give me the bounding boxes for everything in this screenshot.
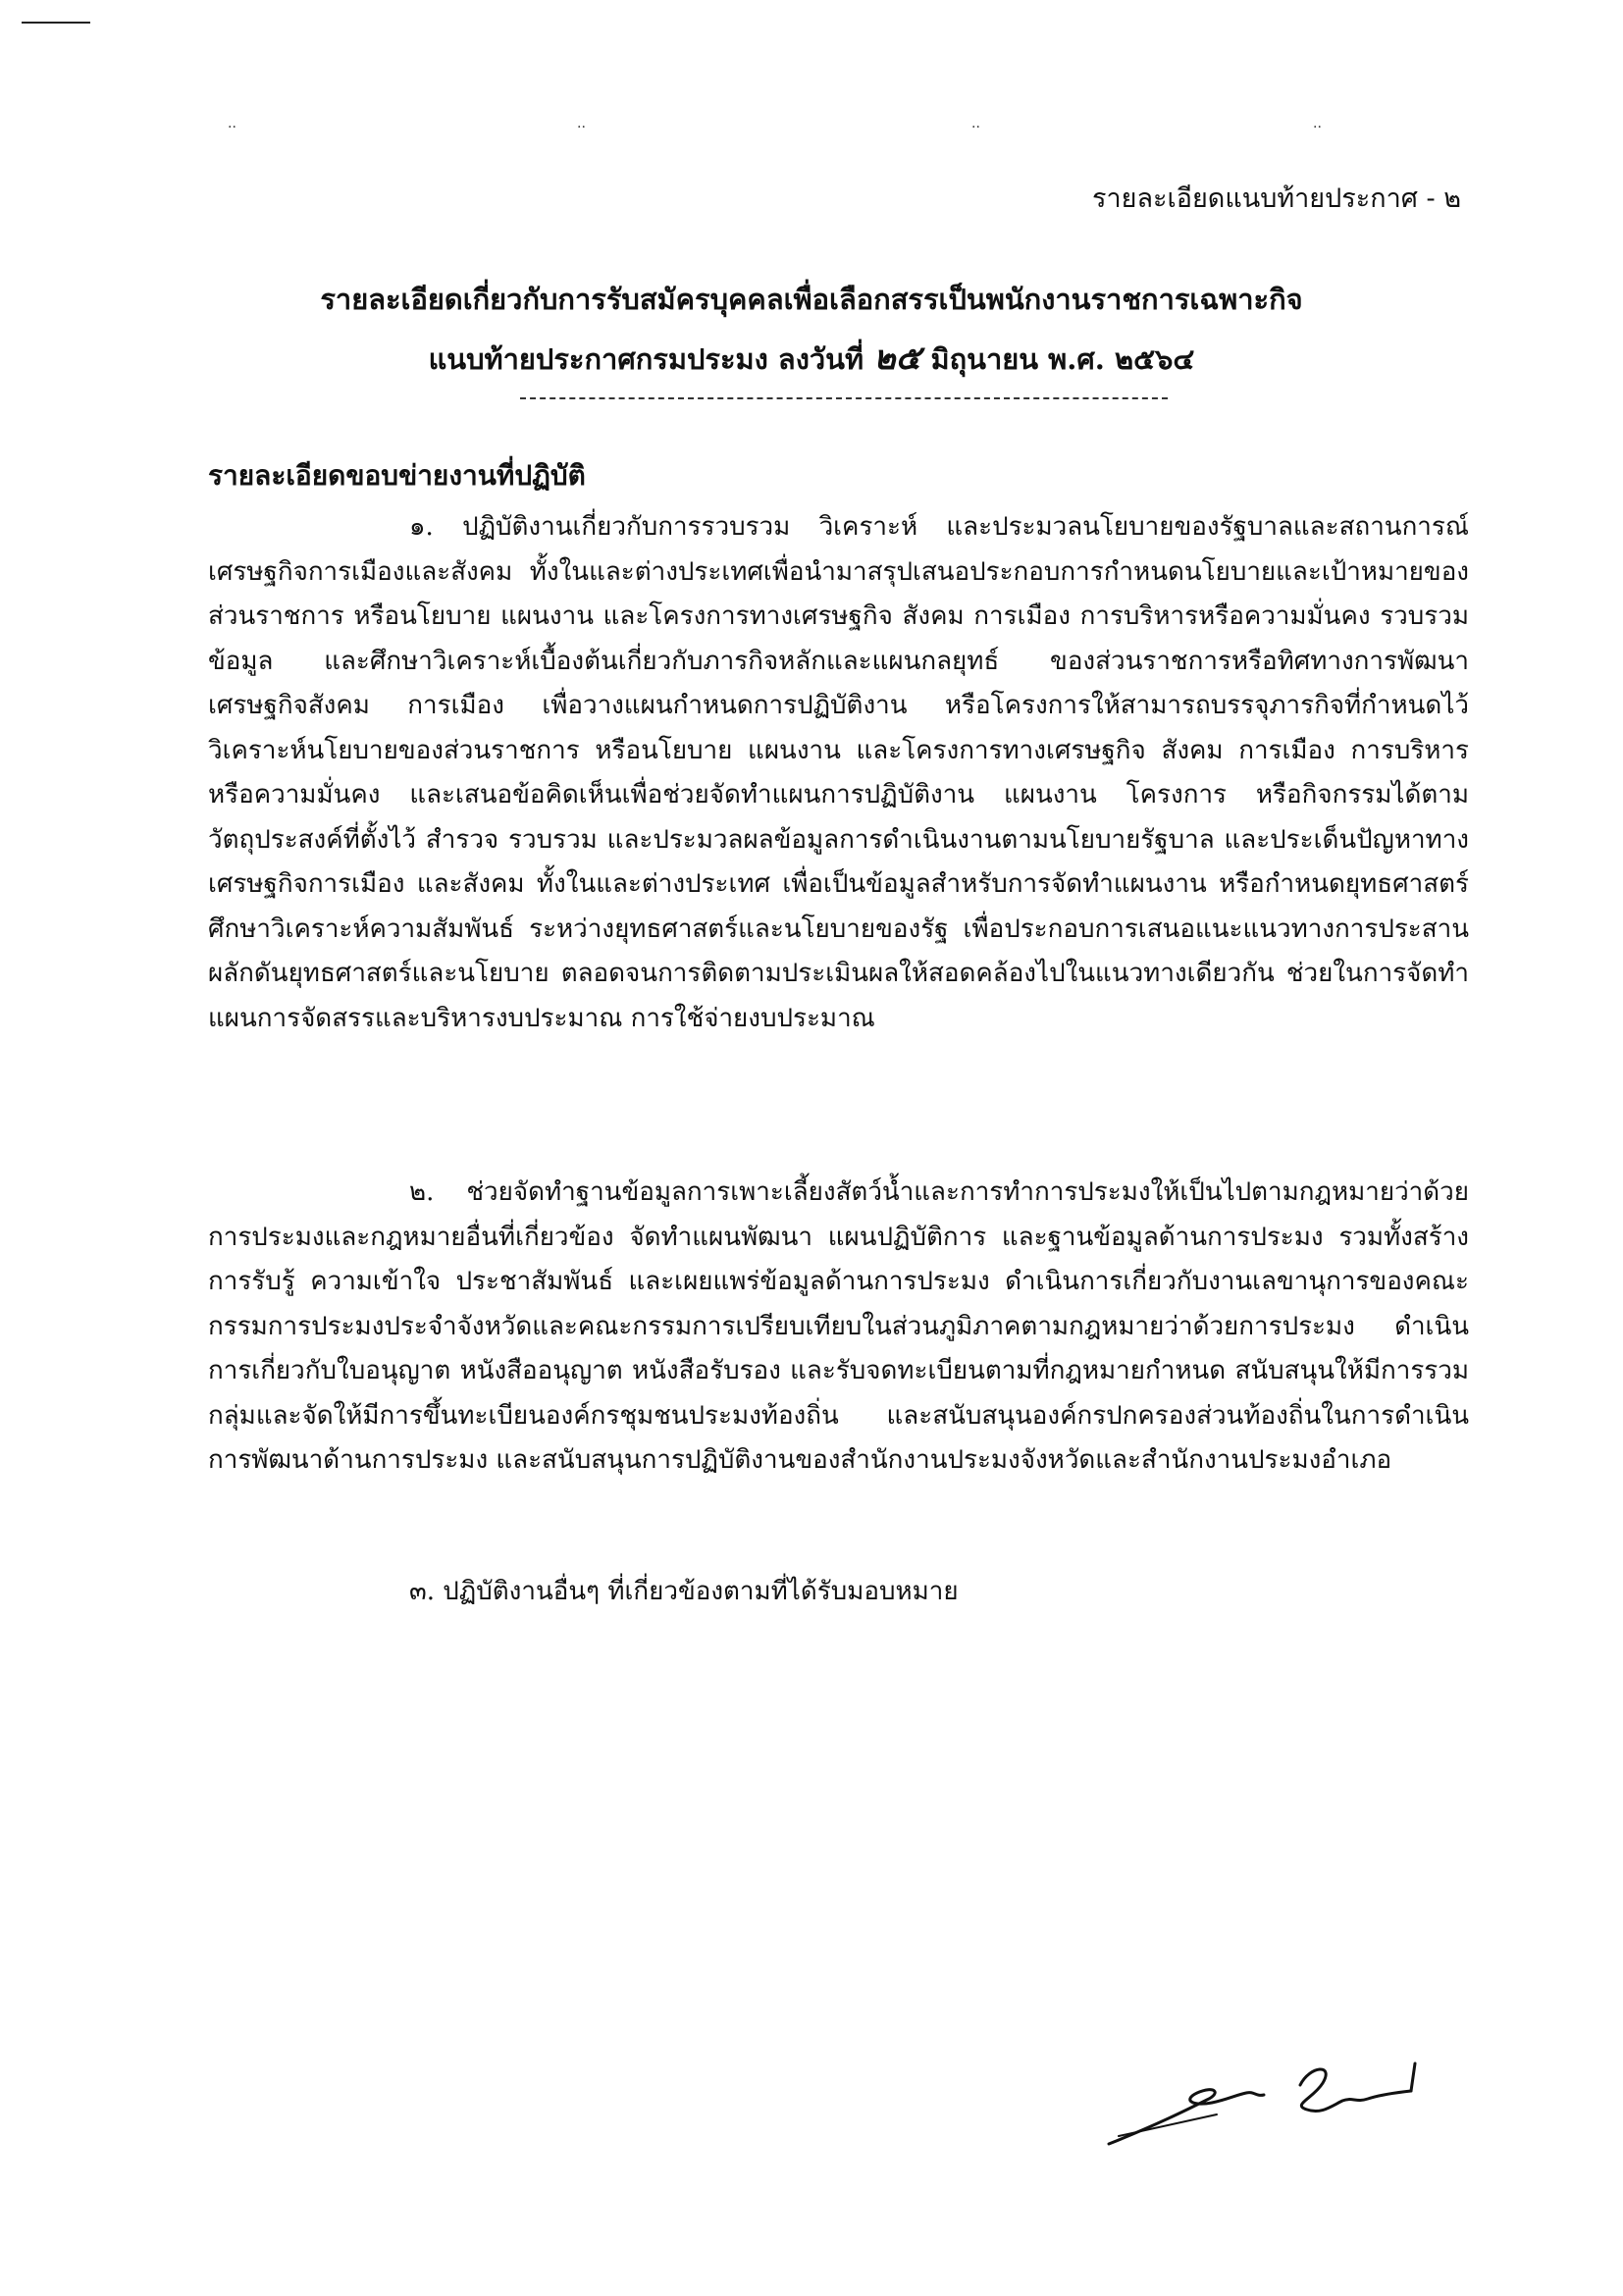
subtitle-prefix: แนบท้ายประกาศกรมประมง ลงวันที่ [428, 342, 864, 376]
document-title: รายละเอียดเกี่ยวกับการรับสมัครบุคคลเพื่อเลือกสรรเป็นพนักงานราชการเฉพาะกิจ [320, 283, 1303, 316]
duty-item-3 [208, 1570, 1469, 1615]
section-heading: รายละเอียดขอบข่ายงานที่ปฏิบัติ [208, 459, 586, 492]
scan-corner-mark [22, 22, 90, 24]
duty-item-2 [208, 1171, 1469, 1484]
handwritten-signature [1099, 2056, 1433, 2154]
handwritten-day: ๒๕ [873, 339, 921, 378]
dashed-divider [520, 397, 1168, 399]
duty-item-1 [208, 505, 1469, 1041]
subtitle-suffix: มิถุนายน พ.ศ. ๒๕๖๔ [930, 342, 1195, 376]
attachment-reference: รายละเอียดแนบท้ายประกาศ - ๒ [1092, 183, 1461, 214]
scan-speckles: .. .. .. .. [228, 116, 1322, 131]
duty-text: ๒. ช่วยจัดทำฐานข้อมูลการเพาะเลี้ยงสัตว์น้ำและการทำการประมงให้เป็นไปตามกฎหมายว่าด้วยการประมงและกฎหมายอื่นที่เกี่ยวข้อง จัดทำแผนพัฒนา แผนปฏิบัติการ และฐานข้อมูลด้านการประมง รวมทั้งสร้างการรับรู้ ความเข้าใจ ประชาสัมพันธ์ และเผยแพร่ข้อมูลด้านการประมง ดำเนินการเกี่ยวกับงานเลขานุการของคณะกรรมการประมงประจำจังหวัดและคณะกรรมการเปรียบเทียบในส่วนภูมิภาคตามกฎหมายว่าด้วยการประมง ดำเนินการเกี่ยวกับใบอนุญาต หนังสืออนุญาต หนังสือรับรอง และรับจดทะเบียนตามที่กฎหมายกำหนด สนับสนุนให้มีการรวมกลุ่มและจัดให้มีการขึ้นทะเบียนองค์กรชุมชนประมงท้องถิ่น และสนับสนุนองค์กรปกครองส่วนท้องถิ่นในการดำเนินการพัฒนาด้านการประมง และสนับสนุนการปฏิบัติงานของสำนักงานประมงจังหวัดและสำนักงานประมงอำเภอ [208, 1177, 1469, 1475]
duty-text: ๓. ปฏิบัติงานอื่นๆ ที่เกี่ยวข้องตามที่ได้รับมอบหมาย [409, 1577, 959, 1606]
document-subtitle [0, 331, 1623, 384]
duty-text: ๑. ปฏิบัติงานเกี่ยวกับการรวบรวม วิเคราะห์ และประมวลนโยบายของรัฐบาลและสถานการณ์เศรษฐกิจการเมืองและสังคม ทั้งในและต่างประเทศเพื่อนำมาสรุปเสนอประกอบการกำหนดนโยบายและเป้าหมายของส่วนราชการ หรือนโยบาย แผนงาน และโครงการทางเศรษฐกิจ สังคม การเมือง การบริหารหรือความมั่นคง รวบรวมข้อมูล และศึกษาวิเคราะห์เบื้องต้นเกี่ยวกับภารกิจหลักและแผนกลยุทธ์ ของส่วนราชการหรือทิศทางการพัฒนาเศรษฐกิจสังคม การเมือง เพื่อวางแผนกำหนดการปฏิบัติงาน หรือโครงการให้สามารถบรรจุภารกิจที่กำหนดไว้ วิเคราะห์นโยบายของส่วนราชการ หรือนโยบาย แผนงาน และโครงการทางเศรษฐกิจ สังคม การเมือง การบริหารหรือความมั่นคง และเสนอข้อคิดเห็นเพื่อช่วยจัดทำแผนการปฏิบัติงาน แผนงาน โครงการ หรือกิจกรรมได้ตามวัตถุประสงค์ที่ตั้งไว้ สำรวจ รวบรวม และประมวลผลข้อมูลการดำเนินงานตามนโยบายรัฐบาล และประเด็นปัญหาทางเศรษฐกิจการเมือง และสังคม ทั้งในและต่างประเทศ เพื่อเป็นข้อมูลสำหรับการจัดทำแผนงาน หรือกำหนดยุทธศาสตร์ ศึกษาวิเคราะห์ความสัมพันธ์ ระหว่างยุทธศาสตร์และนโยบายของรัฐ เพื่อประกอบการเสนอแนะแนวทางการประสานผลักดันยุทธศาสตร์และนโยบาย ตลอดจนการติดตามประเมินผลให้สอดคล้องไปในแนวทางเดียวกัน ช่วยในการจัดทำแผนการจัดสรรและบริหารงบประมาณ การใช้จ่ายงบประมาณ [208, 512, 1469, 1033]
